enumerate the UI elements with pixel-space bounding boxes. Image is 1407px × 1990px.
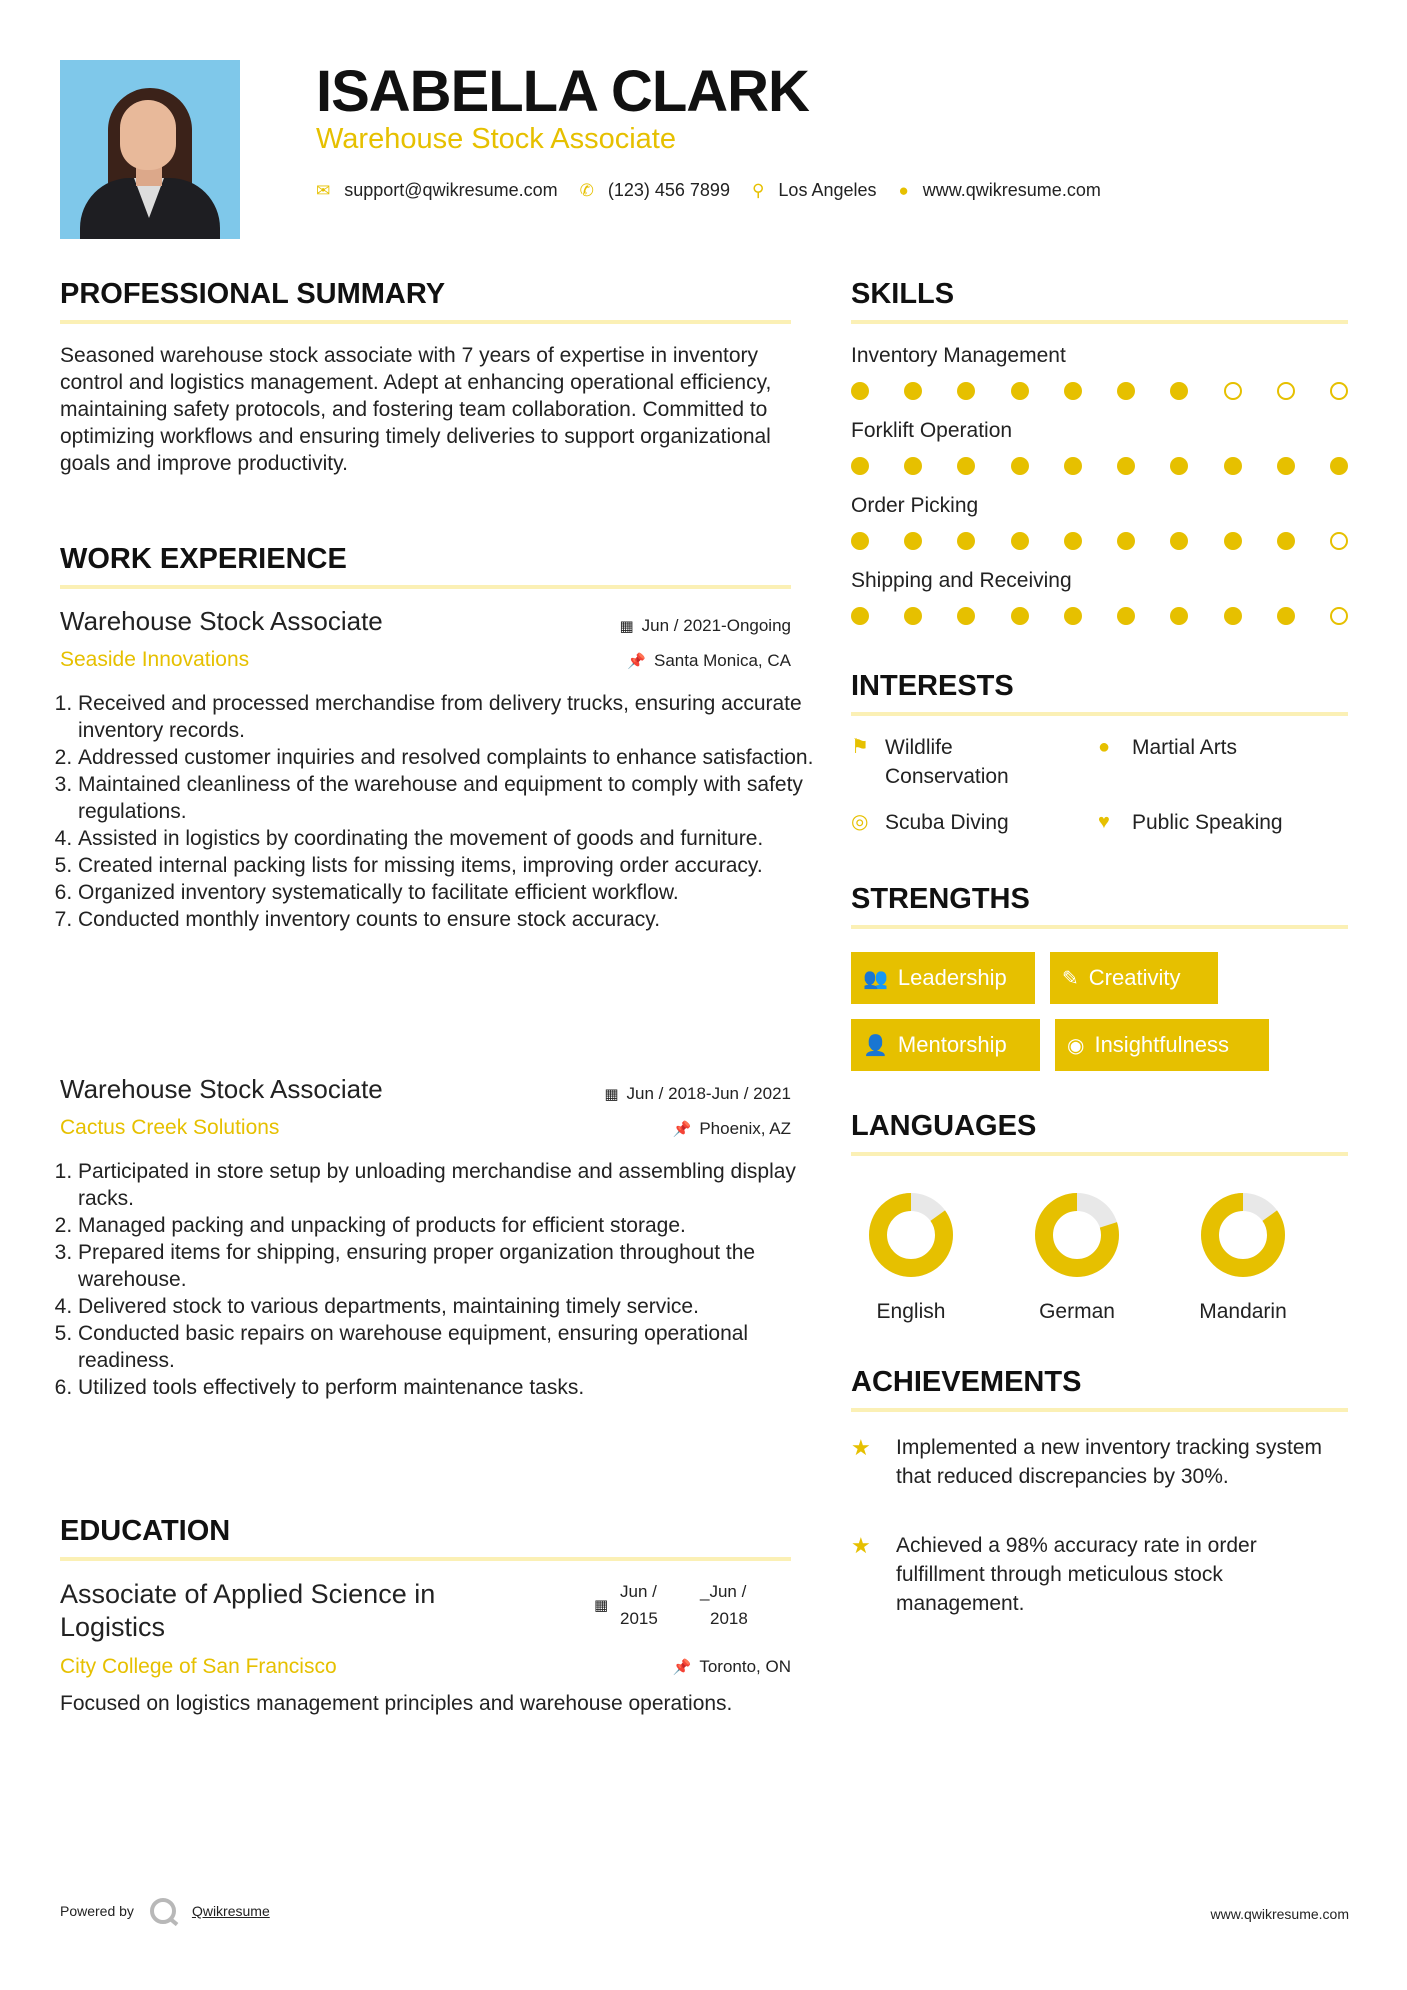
list-item: 1. Participated in store setup by unloading merchandise and assembling display racks. [78, 1158, 818, 1212]
education-divider [60, 1557, 791, 1561]
pushpin-icon: 📌 [672, 1121, 692, 1138]
rating-dot-filled [904, 457, 922, 475]
rating-dot-filled [1224, 457, 1242, 475]
edu-location [673, 1657, 791, 1677]
list-item: 7. Conducted monthly inventory counts to ensure stock accuracy. [78, 906, 818, 933]
list-item: 2. Managed packing and unpacking of products for efficient storage. [78, 1212, 818, 1239]
rating-dot-filled [1170, 607, 1188, 625]
candidate-name: ISABELLA CLARK [316, 59, 809, 124]
achievement-item [851, 1531, 1351, 1618]
edu-start-date [620, 1578, 658, 1632]
phone-icon: ✆ [579, 180, 594, 200]
language-ring [1198, 1190, 1288, 1280]
rating-dot-filled [904, 607, 922, 625]
job-company: Cactus Creek Solutions [60, 1116, 280, 1139]
language-name: English [876, 1300, 946, 1323]
powered-by-text: Powered by [60, 1903, 134, 1919]
list-item: 6. Organized inventory systematically to facilitate efficient workflow. [78, 879, 818, 906]
heartbeat-icon: ♥ [1098, 811, 1110, 833]
edu-start-year: 2015 [620, 1609, 658, 1628]
rating-dot-filled [851, 532, 869, 550]
job-bullets [60, 1158, 818, 1401]
rating-dot-filled [1117, 532, 1135, 550]
calendar-icon: ▦ [604, 1086, 619, 1103]
skill-rating [851, 457, 1348, 477]
strengths-heading: STRENGTHS [851, 883, 1030, 915]
languages-heading: LANGUAGES [851, 1110, 1037, 1142]
rating-dot-filled [1011, 382, 1029, 400]
strength-chip [851, 952, 1035, 1004]
interest-item [851, 733, 1061, 791]
interest-label: Public Speaking [1132, 811, 1283, 834]
strength-chip [1050, 952, 1218, 1004]
globe-icon: ● [898, 180, 909, 200]
skill-rating [851, 607, 1348, 627]
strength-label: Leadership [897, 965, 1007, 990]
rating-dot-filled [957, 532, 975, 550]
interest-item [851, 808, 1061, 837]
experience-divider [60, 585, 791, 589]
summary-heading: PROFESSIONAL SUMMARY [60, 278, 446, 310]
calendar-icon: ▦ [594, 1597, 609, 1614]
rating-dot-filled [1224, 532, 1242, 550]
strength-label: Mentorship [897, 1032, 1007, 1057]
rating-dot-filled [1170, 532, 1188, 550]
contact-email[interactable] [316, 180, 558, 201]
rating-dot-empty [1277, 382, 1295, 400]
rating-dot-filled [1277, 457, 1295, 475]
rating-dot-filled [1011, 607, 1029, 625]
job-date-text: Jun / 2021-Ongoing [641, 616, 791, 635]
job-company: Seaside Innovations [60, 648, 250, 671]
skills-divider [851, 320, 1348, 324]
summary-text: Seasoned warehouse stock associate with 7 years of expertise in inventory control and logistics management. Adept at enhancing operational efficiency, maintaining safety protocols, and fostering team collaboration. Committed to optimizing workflows and ensuring timely deliveries to support organizational goals and improve productivity. [60, 344, 772, 475]
language-item [1173, 1190, 1313, 1324]
job-location [627, 651, 791, 671]
rating-dot-filled [1117, 607, 1135, 625]
rating-dot-filled [851, 382, 869, 400]
list-item: 4. Delivered stock to various departments, maintaining timely service. [78, 1293, 818, 1320]
rating-dot-filled [957, 382, 975, 400]
flag-icon: ⚑ [851, 736, 869, 758]
users-icon: 👥 [863, 967, 888, 990]
job-title: Warehouse Stock Associate [60, 606, 383, 636]
interest-item [1098, 808, 1348, 837]
rating-dot-filled [1277, 532, 1295, 550]
edu-end-date [700, 1578, 748, 1632]
interest-label: Martial Arts [1132, 736, 1238, 759]
rating-dot-filled [851, 457, 869, 475]
rating-dot-filled [957, 457, 975, 475]
rating-dot-filled [1011, 457, 1029, 475]
location-text: Los Angeles [778, 180, 877, 200]
job-location-text: Santa Monica, CA [653, 651, 791, 670]
calendar-icon: ▦ [619, 618, 634, 635]
skill-name: Inventory Management [851, 344, 1066, 367]
skills-heading: SKILLS [851, 278, 955, 310]
rating-dot-empty [1330, 532, 1348, 550]
rating-dot-empty [1330, 607, 1348, 625]
rating-dot-filled [904, 382, 922, 400]
globe-icon: ● [1098, 736, 1111, 758]
job-location-text: Phoenix, AZ [699, 1119, 791, 1138]
interest-label: Scuba Diving [885, 811, 1009, 834]
language-item [841, 1190, 981, 1324]
rating-dot-filled [1064, 607, 1082, 625]
achievements-divider [851, 1408, 1348, 1412]
list-item: 5. Created internal packing lists for missing items, improving order accuracy. [78, 852, 818, 879]
user-plus-icon: 👤 [863, 1034, 888, 1057]
achievements-heading: ACHIEVEMENTS [851, 1366, 1082, 1398]
contact-phone[interactable] [580, 180, 730, 201]
star-icon: ★ [851, 1533, 871, 1558]
rating-dot-filled [1170, 382, 1188, 400]
brand-link[interactable]: Qwikresume [191, 1903, 270, 1919]
edu-end-year: 2018 [710, 1609, 748, 1628]
school-name: City College of San Francisco [60, 1655, 337, 1678]
contact-bar [316, 180, 1123, 201]
interests-heading: INTERESTS [851, 670, 1014, 702]
experience-heading: WORK EXPERIENCE [60, 543, 347, 575]
strength-label: Creativity [1088, 965, 1181, 990]
rating-dot-filled [1170, 457, 1188, 475]
language-name: German [1039, 1300, 1115, 1323]
rating-dot-filled [1277, 607, 1295, 625]
qwikresume-logo-icon [150, 1898, 176, 1924]
lifebuoy-icon: ◎ [851, 811, 869, 833]
brush-icon: ✎ [1062, 967, 1079, 990]
list-item: 3. Maintained cleanliness of the warehouse and equipment to comply with safety regulations. [78, 771, 818, 825]
interests-divider [851, 712, 1348, 716]
pushpin-icon: 📌 [627, 653, 646, 670]
skill-rating [851, 382, 1348, 402]
achievement-text: Implemented a new inventory tracking system that reduced discrepancies by 30%. [896, 1436, 1323, 1488]
rating-dot-filled [1330, 457, 1348, 475]
rating-dot-filled [1064, 532, 1082, 550]
job-date [604, 1084, 791, 1104]
rating-dot-filled [1117, 457, 1135, 475]
job-location [673, 1119, 791, 1139]
summary-divider [60, 320, 791, 324]
pushpin-icon: 📌 [672, 1659, 692, 1676]
languages-divider [851, 1152, 1348, 1156]
list-item: 5. Conducted basic repairs on warehouse equipment, ensuring operational readiness. [78, 1320, 818, 1374]
contact-website[interactable] [899, 180, 1101, 201]
rating-dot-filled [957, 607, 975, 625]
skill-name: Shipping and Receiving [851, 569, 1072, 592]
language-ring [866, 1190, 956, 1280]
skill-name: Order Picking [851, 494, 979, 517]
envelope-icon: ✉ [316, 180, 331, 200]
job-date-text: Jun / 2018-Jun / 2021 [626, 1084, 791, 1103]
rating-dot-filled [851, 607, 869, 625]
rating-dot-filled [1064, 457, 1082, 475]
rating-dot-empty [1224, 382, 1242, 400]
achievement-item [851, 1433, 1351, 1491]
website-text: www.qwikresume.com [922, 180, 1101, 200]
rating-dot-filled [904, 532, 922, 550]
education-heading: EDUCATION [60, 1515, 231, 1547]
list-item: 3. Prepared items for shipping, ensuring proper organization throughout the warehouse. [78, 1239, 818, 1293]
phone-text: (123) 456 7899 [607, 180, 730, 200]
map-pin-icon: ⚲ [751, 180, 765, 200]
job-bullets [60, 690, 818, 933]
language-item [1007, 1190, 1147, 1324]
interest-item [1098, 733, 1338, 762]
skill-name: Forklift Operation [851, 419, 1013, 442]
skill-rating [851, 532, 1348, 552]
profile-photo [60, 60, 240, 239]
rating-dot-filled [1064, 382, 1082, 400]
interest-label: Wildlife Conservation [885, 736, 1009, 788]
strengths-divider [851, 925, 1348, 929]
star-icon: ★ [851, 1435, 871, 1460]
candidate-title: Warehouse Stock Associate [316, 123, 676, 155]
rating-dot-filled [1011, 532, 1029, 550]
rating-dot-filled [1224, 607, 1242, 625]
edu-end-month: _Jun / [700, 1582, 747, 1601]
contact-location [752, 180, 877, 201]
email-text: support@qwikresume.com [344, 180, 558, 200]
job-title: Warehouse Stock Associate [60, 1074, 383, 1104]
edu-start-month: Jun / [620, 1582, 657, 1601]
rating-dot-filled [1117, 382, 1135, 400]
edu-location-text: Toronto, ON [699, 1657, 791, 1676]
strength-label: Insightfulness [1094, 1032, 1229, 1057]
language-ring [1032, 1190, 1122, 1280]
edu-description: Focused on logistics management principles and warehouse operations. [60, 1692, 733, 1715]
strength-chip [1055, 1019, 1269, 1071]
achievement-text: Achieved a 98% accuracy rate in order fulfillment through meticulous stock management. [896, 1534, 1257, 1615]
list-item: 6. Utilized tools effectively to perform maintenance tasks. [78, 1374, 818, 1401]
list-item: 2. Addressed customer inquiries and resolved complaints to enhance satisfaction. [78, 744, 818, 771]
language-name: Mandarin [1199, 1300, 1287, 1323]
eye-icon: ◉ [1067, 1034, 1085, 1057]
footer-branding [60, 1898, 270, 1924]
footer-website[interactable]: www.qwikresume.com [1210, 1906, 1349, 1922]
list-item: 4. Assisted in logistics by coordinating the movement of goods and furniture. [78, 825, 818, 852]
job-date [619, 616, 791, 636]
rating-dot-empty [1330, 382, 1348, 400]
strength-chip [851, 1019, 1040, 1071]
list-item: 1. Received and processed merchandise from delivery trucks, ensuring accurate inventory records. [78, 690, 818, 744]
degree-title: Associate of Applied Science in Logistics [60, 1579, 436, 1642]
